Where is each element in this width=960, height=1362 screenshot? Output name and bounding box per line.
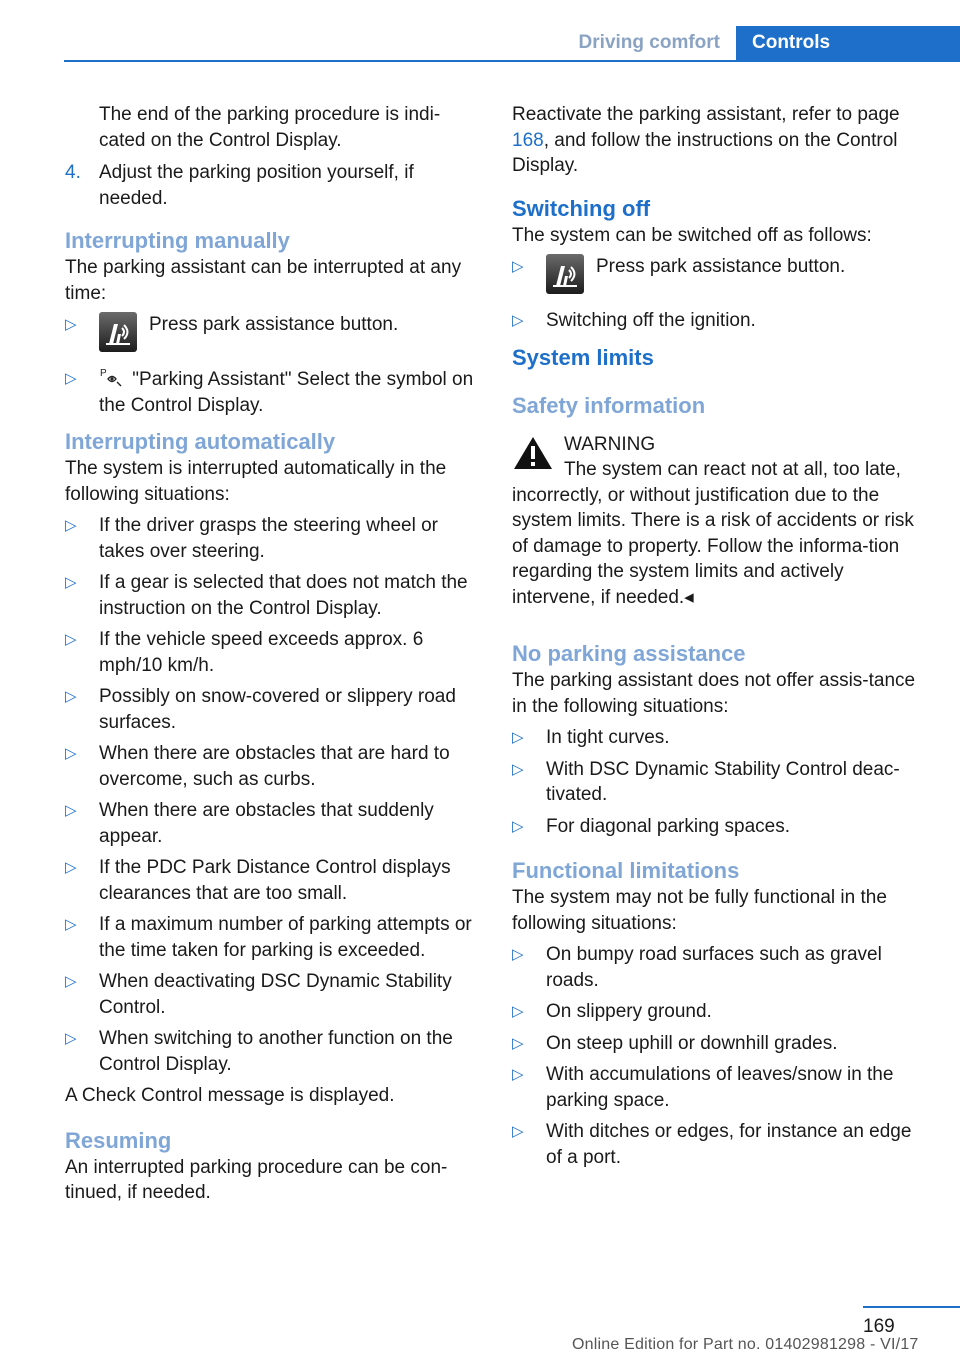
- list-item-text: With accumulations of leaves/snow in the parking space.: [546, 1064, 894, 1111]
- bullet-icon: ▷: [512, 760, 524, 778]
- functional-limitations-heading: Functional limitations: [512, 858, 740, 883]
- bullet-icon: ▷: [65, 631, 77, 648]
- interrupting-automatically-text: The system is interrupted automatically in the following situations:: [65, 458, 447, 505]
- bullet-icon: ▷: [512, 817, 524, 835]
- bullet-icon: ▷: [512, 1123, 524, 1140]
- header-section-label: Driving comfort: [578, 32, 720, 53]
- list-item: [65, 969, 485, 1020]
- bullet-icon: ▷: [512, 312, 524, 329]
- warning-label: WARNING: [564, 433, 656, 455]
- reactivate-before: Reactivate the parking assistant, refer to page: [512, 104, 900, 125]
- list-item: [65, 1026, 485, 1077]
- list-item-text: If the vehicle speed exceeds approx. 6 mph/10 km/h.: [99, 629, 424, 676]
- resuming-text: An interrupted parking procedure can be con-tinued, if needed.: [65, 1156, 448, 1203]
- list-item: [512, 814, 932, 840]
- reactivate-text: [512, 102, 932, 179]
- bullet-icon: ▷: [65, 370, 77, 387]
- list-item: [512, 757, 932, 808]
- switch-off-list: [512, 254, 932, 334]
- reactivate-after: , and follow the instructions on the Control Display.: [512, 129, 898, 176]
- manual-interrupt-list: [65, 312, 485, 418]
- list-item-text: If a gear is selected that does not match the instruction on the Control Display.: [99, 572, 468, 619]
- page-number: 169: [863, 1316, 895, 1337]
- bullet-icon: ▷: [65, 1030, 77, 1047]
- parking-assistant-symbol-icon: [99, 366, 125, 388]
- list-item: [512, 1031, 932, 1057]
- list-item-text: Press park assistance button.: [149, 314, 399, 335]
- right-column: [512, 102, 932, 1176]
- bullet-icon: ▷: [512, 258, 524, 275]
- list-item: [65, 855, 485, 906]
- list-item: [65, 684, 485, 735]
- list-item: [512, 254, 932, 302]
- list-item-text: If a maximum number of parking attempts or the time taken for parking is exceeded.: [99, 914, 472, 961]
- interrupting-manually-text: The parking assistant can be interrupted at any time:: [65, 257, 462, 304]
- list-item-text: When there are obstacles that are hard to overcome, such as curbs.: [99, 743, 450, 790]
- list-item-text: In tight curves.: [546, 727, 670, 748]
- bullet-icon: ▷: [65, 859, 77, 876]
- left-column: [65, 102, 485, 1206]
- bullet-icon: ▷: [512, 1066, 524, 1083]
- list-item-text: On bumpy road surfaces such as gravel roads.: [546, 944, 882, 991]
- list-item: [65, 366, 485, 418]
- bullet-icon: ▷: [512, 1003, 524, 1020]
- system-limits-heading: System limits: [512, 344, 654, 370]
- list-item-text: Switching off the ignition.: [546, 310, 756, 331]
- list-item: [512, 308, 932, 334]
- page-reference-link[interactable]: 168: [512, 129, 544, 151]
- list-item: [65, 513, 485, 564]
- interrupting-automatically-heading: Interrupting automatically: [65, 429, 336, 454]
- bullet-icon: ▷: [65, 688, 77, 705]
- step-number: 4.: [65, 162, 81, 183]
- bullet-icon: ▷: [65, 574, 77, 591]
- no-parking-list: [512, 725, 932, 839]
- header-rule: [64, 60, 960, 62]
- list-item-text: For diagonal parking spaces.: [546, 815, 790, 837]
- list-item-text: Possibly on snow-covered or slippery road surfaces.: [99, 686, 456, 733]
- list-item: [65, 798, 485, 849]
- resuming-heading: Resuming: [65, 1127, 172, 1153]
- bullet-icon: ▷: [65, 973, 77, 990]
- switching-off-text: The system can be switched off as follows:: [512, 224, 872, 246]
- functional-limitations-list: [512, 942, 932, 1170]
- bullet-icon: ▷: [65, 517, 77, 534]
- step3-continuation: The end of the parking procedure is indi-cated on the Control Display.: [99, 104, 441, 151]
- bullet-icon: ▷: [65, 802, 77, 819]
- warning-text: [512, 457, 932, 610]
- list-item-text: When switching to another function on the Control Display.: [99, 1028, 453, 1075]
- list-item-text: On steep uphill or downhill grades.: [546, 1032, 838, 1054]
- list-item: [65, 627, 485, 678]
- list-item-text: Press park assistance button.: [596, 256, 846, 277]
- auto-interrupt-list: [65, 513, 485, 1077]
- interrupting-manually-heading: Interrupting manually: [65, 228, 290, 253]
- step-text: Adjust the parking position yourself, if needed.: [99, 162, 414, 209]
- list-item: [512, 1119, 932, 1170]
- bullet-icon: ▷: [512, 946, 524, 963]
- no-parking-assistance-text: The parking assistant does not offer assis-tance in the following situations:: [512, 670, 916, 717]
- svg-text:P: P: [100, 368, 107, 379]
- list-item-text: When there are obstacles that suddenly appear.: [99, 800, 434, 847]
- warning-text-body: The system can react not at all, too late, incorrectly, or without justification due to the system limits. There is a risk of accidents or risk of damage to property. Follow the informa-tion regarding the system limits and actively intervene, if needed.◂: [512, 459, 914, 608]
- bullet-icon: ▷: [512, 1034, 524, 1052]
- list-item: [65, 570, 485, 621]
- list-item-text: If the PDC Park Distance Control displays clearances that are too small.: [99, 857, 451, 904]
- list-item-text: On slippery ground.: [546, 1001, 712, 1022]
- edition-footer: Online Edition for Part no. 01402981298 - VI/17: [572, 1336, 919, 1353]
- functional-limitations-text: The system may not be fully functional in the following situations:: [512, 887, 887, 934]
- list-item-text: With DSC Dynamic Stability Control deac-tivated.: [546, 758, 900, 805]
- park-assistance-button-icon: [99, 312, 137, 352]
- list-item: [512, 942, 932, 993]
- list-item: [512, 999, 932, 1025]
- park-assistance-button-icon: [546, 254, 584, 294]
- bullet-icon: ▷: [65, 316, 77, 333]
- bullet-icon: ▷: [65, 745, 77, 762]
- switching-off-heading: Switching off: [512, 195, 651, 221]
- page-number-rule: [863, 1306, 960, 1308]
- list-item: [512, 725, 932, 751]
- warning-triangle-icon: [512, 434, 554, 472]
- list-item-text: If the driver grasps the steering wheel or takes over steering.: [99, 515, 439, 562]
- list-item: [512, 1062, 932, 1113]
- no-parking-assistance-heading: No parking assistance: [512, 641, 746, 666]
- check-control-text: A Check Control message is displayed.: [65, 1085, 395, 1106]
- step-4: [65, 160, 485, 211]
- header-chapter-tab: Controls: [736, 26, 960, 62]
- list-item-text: "Parking Assistant" Select the symbol on the Control Display.: [99, 369, 474, 416]
- list-item: [65, 741, 485, 792]
- safety-information-heading: Safety information: [512, 392, 706, 418]
- list-item-text: When deactivating DSC Dynamic Stability Control.: [99, 971, 452, 1018]
- bullet-icon: ▷: [65, 916, 77, 933]
- list-item-text: With ditches or edges, for instance an edge of a port.: [546, 1121, 912, 1168]
- list-item: [65, 312, 485, 360]
- bullet-icon: ▷: [512, 729, 524, 746]
- warning-block: [512, 432, 932, 458]
- list-item: [65, 912, 485, 963]
